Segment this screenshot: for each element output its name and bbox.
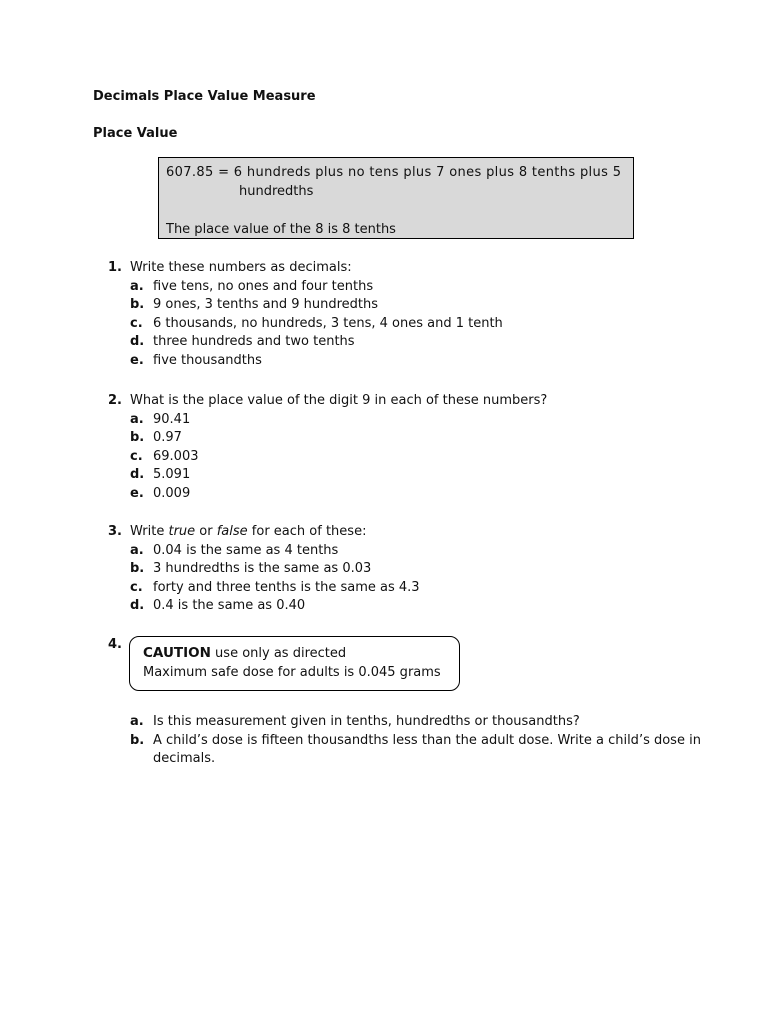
section-title: Place Value (93, 126, 178, 141)
part-letter: b. (130, 732, 145, 748)
part-text: 0.4 is the same as 0.40 (153, 598, 306, 614)
list-item (108, 579, 420, 598)
question-1-header (108, 259, 503, 278)
caution-line-2: Maximum safe dose for adults is 0.045 grams (143, 665, 441, 680)
part-letter: d. (130, 334, 145, 350)
list-item (108, 333, 503, 352)
question-2-parts (108, 411, 547, 504)
question-3 (108, 523, 420, 616)
part-letter: a. (130, 714, 144, 729)
question-number: 1. (108, 260, 122, 275)
example-line-2: hundredths (239, 184, 314, 199)
part-letter: d. (130, 598, 145, 614)
part-letter: c. (130, 579, 143, 595)
part-text: A child’s dose is fifteen thousandths less than the adult dose. Write a child’s dose in decimals. (153, 732, 701, 767)
caution-directions: use only as directed (210, 646, 347, 661)
question-number: 4. (108, 637, 122, 652)
part-text: five thousandths (153, 352, 262, 368)
question-text (130, 523, 366, 542)
part-letter: e. (130, 485, 144, 501)
example-spacer (166, 201, 626, 220)
question-3-parts (108, 542, 420, 616)
example-line-1 (166, 163, 626, 182)
part-text: 5.091 (153, 467, 191, 483)
example-box (158, 157, 634, 239)
list-item (108, 352, 503, 371)
part-text: 6 thousands, no hundreds, 3 tens, 4 ones and 1 tenth (153, 315, 503, 331)
question-4-parts (130, 713, 710, 769)
part-text: 0.04 is the same as 4 tenths (153, 542, 339, 558)
list-item (108, 429, 547, 448)
part-text: five tens, no ones and four tenths (153, 278, 374, 294)
list-item (108, 542, 420, 561)
list-item (108, 448, 547, 467)
part-text: three hundreds and two tenths (153, 334, 355, 350)
list-item (130, 732, 710, 769)
list-item (108, 560, 420, 579)
true-word: true (168, 524, 196, 539)
false-word: false (216, 524, 248, 539)
document-title: Decimals Place Value Measure (93, 89, 316, 104)
caution-line-1 (143, 644, 459, 663)
question-text: What is the place value of the digit 9 in each of these numbers? (130, 393, 548, 408)
caution-word: CAUTION (143, 645, 211, 661)
question-text-start: Write (130, 524, 169, 539)
part-letter: d. (130, 467, 145, 483)
question-1-parts (108, 278, 503, 371)
part-text: 0.009 (153, 485, 191, 501)
part-letter: b. (130, 297, 145, 313)
example-text-1: 607.85 = 6 hundreds plus no tens plus 7 ones plus 8 tenths plus 5 (166, 165, 622, 180)
part-letter: a. (130, 542, 144, 558)
part-text: Is this measurement given in tenths, hundredths or thousandths? (153, 714, 580, 729)
list-item (108, 278, 503, 297)
part-letter: a. (130, 278, 144, 294)
part-letter: a. (130, 411, 144, 427)
list-item (108, 315, 503, 334)
list-item (108, 485, 547, 504)
question-2-header (108, 392, 547, 411)
part-text: 69.003 (153, 448, 199, 464)
question-text: Write these numbers as decimals: (130, 260, 352, 275)
question-number: 3. (108, 524, 122, 539)
part-text: 3 hundredths is the same as 0.03 (153, 561, 372, 577)
part-letter: c. (130, 315, 143, 331)
list-item (108, 296, 503, 315)
part-letter: c. (130, 448, 143, 464)
question-2 (108, 392, 547, 504)
part-text: 90.41 (153, 411, 191, 427)
list-item (108, 466, 547, 485)
question-3-header (108, 523, 420, 542)
list-item (108, 597, 420, 616)
part-text: forty and three tenths is the same as 4.3 (153, 579, 420, 595)
question-text-end: for each of these: (247, 524, 367, 539)
part-text: 9 ones, 3 tenths and 9 hundredths (153, 297, 378, 313)
part-letter: b. (130, 430, 145, 446)
list-item (108, 411, 547, 430)
part-letter: e. (130, 352, 144, 368)
caution-label-box (129, 636, 460, 691)
question-number: 2. (108, 393, 122, 408)
part-text: 0.97 (153, 430, 182, 446)
question-text-mid: or (195, 524, 217, 539)
question-1 (108, 259, 503, 371)
part-letter: b. (130, 561, 145, 577)
example-line-3: The place value of the 8 is 8 tenths (166, 222, 396, 237)
list-item (130, 713, 710, 732)
